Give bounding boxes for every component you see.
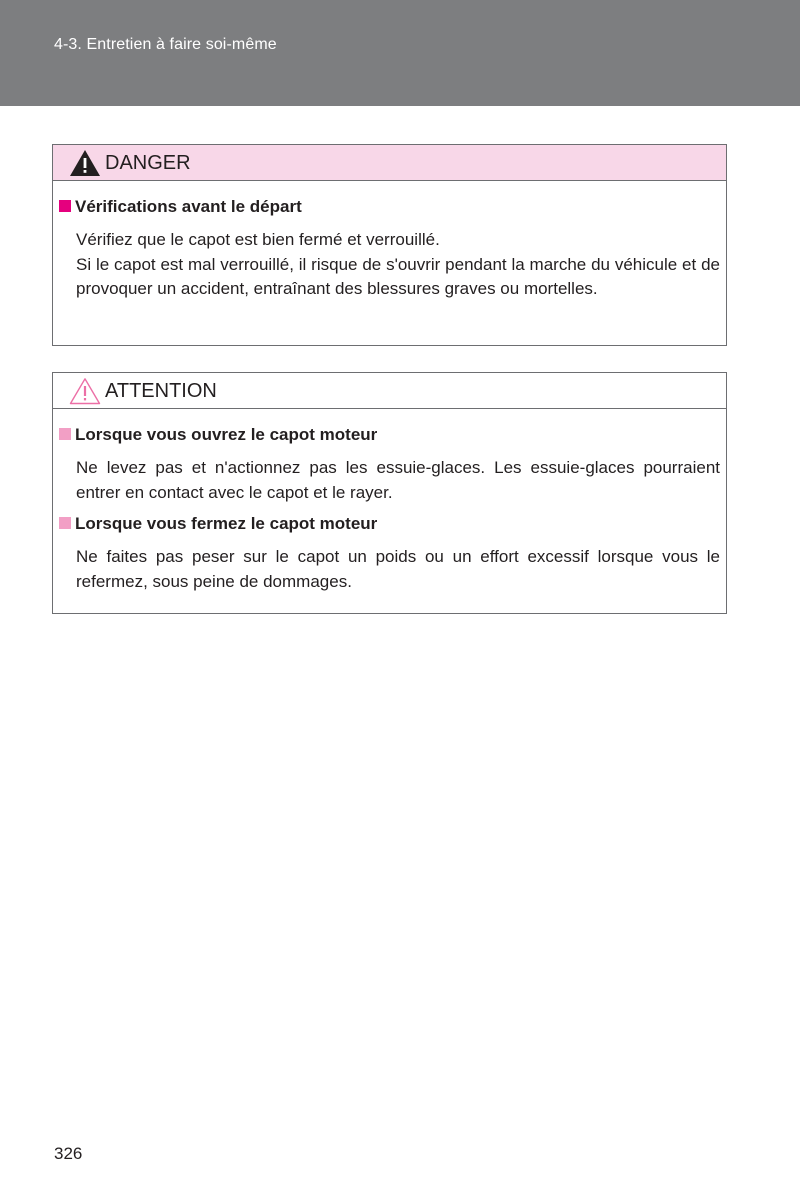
- attention-paragraph-2: Ne faites pas peser sur le capot un poids ou un effort excessif lorsque vous le refermez, sous peine de dommages.: [76, 547, 720, 591]
- bullet-square-icon: [59, 200, 71, 212]
- danger-box: [52, 144, 727, 346]
- bullet-square-icon: [59, 428, 71, 440]
- attention-subheading-1: Lorsque vous ouvrez le capot moteur: [59, 425, 377, 445]
- attention-paragraph-1: Ne levez pas et n'actionnez pas les essuie-glaces. Les essuie-glaces pourraient entrer en contact avec le capot et le rayer.: [76, 458, 720, 502]
- danger-box-header: [53, 145, 726, 181]
- danger-subheading: Vérifications avant le départ: [59, 197, 302, 217]
- danger-paragraph-1: Vérifiez que le capot est bien fermé et verrouillé.: [76, 230, 440, 249]
- bullet-square-icon: [59, 517, 71, 529]
- header-band: [0, 0, 800, 106]
- section-title: 4-3. Entretien à faire soi-même: [54, 36, 277, 53]
- danger-paragraph-2: Si le capot est mal verrouillé, il risque de s'ouvrir pendant la marche du véhicule et de provoquer un accident, entraînant des blessures graves ou mortelles.: [76, 254, 720, 298]
- attention-box: [52, 372, 727, 614]
- warning-triangle-filled-icon: [69, 149, 101, 177]
- attention-subheading-2: Lorsque vous fermez le capot moteur: [59, 514, 377, 534]
- attention-box-header: [53, 373, 726, 409]
- attention-title: ATTENTION: [105, 380, 217, 402]
- page-number: 326: [54, 1144, 83, 1163]
- danger-title: DANGER: [105, 152, 191, 174]
- warning-triangle-outline-icon: [69, 377, 101, 405]
